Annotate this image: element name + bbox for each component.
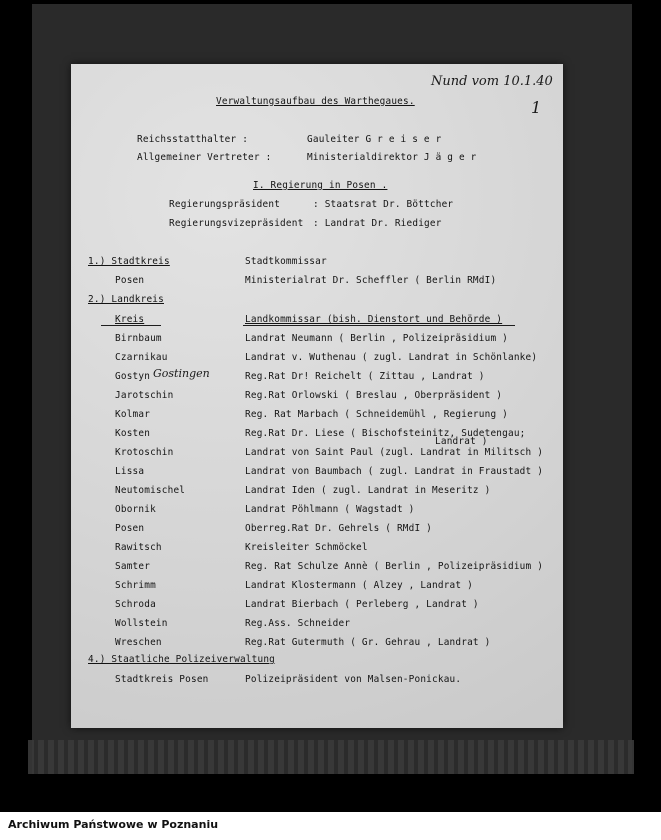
vertreter-label: Allgemeiner Vertreter : bbox=[137, 152, 272, 163]
vizepraesident-label: Regierungsvizepräsident bbox=[169, 218, 304, 229]
landkreis-row-official: Reg. Rat Marbach ( Schneidemühl , Regierung ) bbox=[245, 409, 508, 420]
stadtkreis-name: Posen bbox=[115, 275, 145, 286]
landkreis-row-name: Obornik bbox=[115, 504, 156, 515]
landkreis-row-official: Kreisleiter Schmöckel bbox=[245, 542, 368, 553]
landkreis-row-name: Posen bbox=[115, 523, 145, 534]
landkreis-row-official: Reg. Rat Schulze Annè ( Berlin , Polizeipräsidium ) bbox=[245, 561, 544, 572]
landkreis-row-name: Birnbaum bbox=[115, 333, 162, 344]
document-title: Verwaltungsaufbau des Warthegaues. bbox=[216, 96, 415, 107]
landkreis-row-official: Landrat v. Wuthenau ( zugl. Landrat in Schönlanke) bbox=[245, 352, 538, 363]
landkreis-row-name: Schroda bbox=[115, 599, 156, 610]
landkreis-row-official: Reg.Rat Gutermuth ( Gr. Gehrau , Landrat ) bbox=[245, 637, 491, 648]
landkreis-row-official: Landrat von Saint Paul (zugl. Landrat in Militsch ) bbox=[245, 447, 544, 458]
landkreis-row-name: Gostyn bbox=[115, 371, 151, 382]
landkreis-row-name: Krotoschin bbox=[115, 447, 174, 458]
regierungspraesident-label: Regierungspräsident bbox=[169, 199, 281, 210]
landkreis-row-name: Kolmar bbox=[115, 409, 151, 420]
landkreis-row-official: Landrat Pöhlmann ( Wagstadt ) bbox=[245, 504, 415, 515]
landkreis-row-name: Czarnikau bbox=[115, 352, 168, 363]
landkreis-row-name: Samter bbox=[115, 561, 151, 572]
landkommissar-underline bbox=[243, 325, 515, 326]
landkreis-row-official: Oberreg.Rat Dr. Gehrels ( RMdI ) bbox=[245, 523, 433, 534]
landkreis-heading: 2.) Landkreis bbox=[88, 294, 164, 305]
film-edge-strip bbox=[28, 740, 634, 774]
polizei-heading: 4.) Staatliche Polizeiverwaltung bbox=[88, 654, 276, 665]
polizei-name: Stadtkreis Posen bbox=[115, 674, 209, 685]
landkreis-row-official: Landrat Iden ( zugl. Landrat in Meseritz ) bbox=[245, 485, 491, 496]
landkreis-row-official: Reg.Rat Orlowski ( Breslau , Oberpräsident ) bbox=[245, 390, 503, 401]
handwritten-date: Nund vom 10.1.40 bbox=[431, 74, 553, 89]
kreis-underline bbox=[101, 325, 161, 326]
handwritten-margin-note: Gostingen bbox=[153, 367, 210, 380]
landkreis-row-name: Jarotschin bbox=[115, 390, 174, 401]
landkreis-row-name: Kosten bbox=[115, 428, 151, 439]
reichsstatthalter-value: Gauleiter G r e i s e r bbox=[307, 134, 442, 145]
landkreis-row-name: Wollstein bbox=[115, 618, 168, 629]
landkreis-row-name: Neutomischel bbox=[115, 485, 186, 496]
polizei-official: Polizeipräsident von Malsen-Ponickau. bbox=[245, 674, 462, 685]
kosten-overline-note: Landrat ) bbox=[435, 436, 488, 447]
archive-label: Archiwum Państwowe w Poznaniu bbox=[8, 818, 219, 831]
landkreis-row-name: Rawitsch bbox=[115, 542, 162, 553]
landkreis-row-official: Reg.Ass. Schneider bbox=[245, 618, 351, 629]
landkreis-row-official: Landrat Bierbach ( Perleberg , Landrat ) bbox=[245, 599, 479, 610]
page-number: 1 bbox=[531, 98, 542, 117]
vertreter-value: Ministerialdirektor J ä g e r bbox=[307, 152, 477, 163]
stadtkreis-heading: 1.) Stadtkreis bbox=[88, 256, 170, 267]
vizepraesident-value: : Landrat Dr. Riediger bbox=[313, 218, 442, 229]
landkreis-row-official: Landrat Neumann ( Berlin , Polizeipräsidium ) bbox=[245, 333, 508, 344]
reichsstatthalter-label: Reichsstatthalter : bbox=[137, 134, 249, 145]
kreis-column-heading: Kreis bbox=[115, 314, 145, 325]
landkreis-row-official: Reg.Rat Dr. Liese ( Bischofsteinitz, Sudetengau; bbox=[245, 428, 526, 439]
landkreis-row-name: Lissa bbox=[115, 466, 145, 477]
stadtkommissar-heading: Stadtkommissar bbox=[245, 256, 327, 267]
document-page bbox=[71, 64, 563, 728]
landkreis-row-official: Landrat von Baumbach ( zugl. Landrat in Fraustadt ) bbox=[245, 466, 544, 477]
landkreis-row-name: Schrimm bbox=[115, 580, 156, 591]
section-title-regierung: I. Regierung in Posen . bbox=[253, 180, 388, 191]
landkreis-row-official: Landrat Klostermann ( Alzey , Landrat ) bbox=[245, 580, 473, 591]
landkreis-row-name: Wreschen bbox=[115, 637, 162, 648]
landkreis-row-official: Reg.Rat Dr! Reichelt ( Zittau , Landrat ) bbox=[245, 371, 485, 382]
regierungspraesident-value: : Staatsrat Dr. Böttcher bbox=[313, 199, 454, 210]
stadtkreis-official: Ministerialrat Dr. Scheffler ( Berlin RMdI) bbox=[245, 275, 497, 286]
landkommissar-column-heading: Landkommissar (bish. Dienstort und Behörde ) bbox=[245, 314, 503, 325]
footer-bar bbox=[0, 812, 661, 840]
